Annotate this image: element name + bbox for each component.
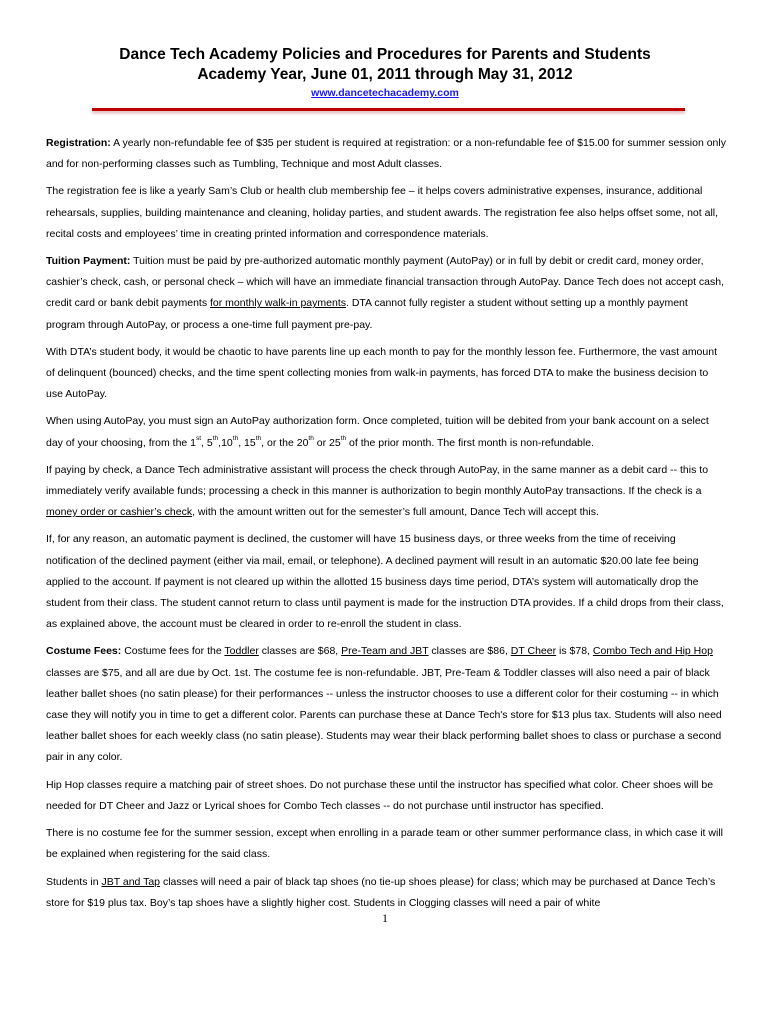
student-body-paragraph: With DTA’s student body, it would be chaotic to have parents line up each month to pay for the monthly lesson fee. Furthermore, the vast amount of delinquent (bounced) checks, and the time spent collecting monies from walk-in payments, has forced DTA to make the business decision to use AutoPay.: [46, 345, 717, 401]
costume-text: Costume fees for the: [121, 645, 225, 658]
costume-text: is $78,: [556, 645, 593, 658]
autopay-text: , 5: [201, 436, 213, 449]
check-text-2: , with the amount written out for the semester’s full amount, Dance Tech will accept this.: [192, 506, 599, 519]
tuition-underline: for monthly walk-in payments: [210, 297, 346, 310]
tuition-paragraph: [46, 251, 726, 336]
tap-class-name: JBT and Tap: [101, 875, 161, 888]
registration-paragraph: [46, 133, 726, 175]
document-body: [46, 133, 726, 920]
header-divider: [92, 108, 685, 111]
website-link[interactable]: www.dancetechacademy.com: [311, 87, 459, 99]
costume-label: Costume Fees:: [46, 645, 122, 658]
autopay-text: , 15: [238, 436, 256, 449]
ordinal-suffix: th: [212, 434, 219, 442]
tuition-label: Tuition Payment:: [46, 255, 131, 268]
autopay-paragraph: [46, 411, 726, 453]
tuition-text-2: . DTA cannot fully register a student without setting up a monthly payment program through AutoPay, or process a one-time full payment pre-pay.: [46, 297, 688, 331]
document-subtitle: Academy Year, June 01, 2011 through May 31, 2012: [197, 66, 573, 83]
declined-payment-paragraph: If, for any reason, an automatic payment is declined, the customer will have 15 business days, or three weeks from the time of receiving notification of the declined payment (either via mail, email, or telephone). A declined payment will result in an automatic $20.00 late fee being applied to the account. If payment is not cleared up within the allotted 15 business days time period, DTA’s system will automatically drop the student from their class. The student cannot return to class until payment is made for the instruction DTA provides. If a child drops from their class, as explained above, the account must be cleared in order to re-enroll the student in class.: [46, 533, 724, 631]
page-number: 1: [382, 911, 388, 925]
tap-paragraph: [46, 872, 726, 914]
costume-class-name: DT Cheer: [510, 645, 557, 658]
autopay-text: , or the 20: [261, 436, 309, 449]
autopay-text: ,10: [218, 436, 233, 449]
check-text-1: If paying by check, a Dance Tech administrative assistant will process the check through AutoPay, in the same manner as a debit card -- this to immediately verify available funds; processing a check in this manner is authorization to begin monthly AutoPay transactions. If the check is a: [46, 463, 709, 498]
autopay-text: When using AutoPay, you must sign an AutoPay authorization form. Once completed, tuition will be debited from your bank account on a select day of your choosing, from the 1: [46, 415, 709, 449]
document-title: Dance Tech Academy Policies and Procedures for Parents and Students: [119, 46, 651, 63]
ordinal-suffix: th: [255, 434, 262, 442]
registration-label: Registration:: [46, 137, 111, 149]
costume-class-name: Toddler: [224, 645, 259, 658]
ordinal-suffix: st: [196, 434, 202, 442]
costume-class-name: Pre-Team and JBT: [341, 645, 429, 658]
autopay-text: of the prior month. The first month is non-refundable.: [346, 436, 594, 449]
costume-text: classes are $68,: [258, 645, 342, 658]
ordinal-suffix: th: [232, 434, 239, 442]
check-underline: money order or cashier’s check: [46, 506, 193, 519]
summer-paragraph: There is no costume fee for the summer session, except when enrolling in a parade team or other summer performance class, in which case it will be explained when registering for the said class.: [46, 827, 723, 861]
tap-text: Students in: [46, 875, 102, 888]
check-paragraph: [46, 460, 726, 524]
costume-text: classes are $75, and all are due by Oct. 1st. The costume fee is non-refundable. JBT, Pre-Team & Toddler classes will also need a pair of black leather ballet shoes (no satin please) for their performances -- unless the instructor chooses to use a different color for their costuming -- in which case they will notify you in time to get a different color. Parents can purchase these at Dance Tech's store for $13 plus tax. Students will also need leather ballet shoes for each weekly class (no satin please). Students may wear their black performing ballet shoes to class or purchase a second pair in any color.: [46, 666, 722, 764]
hip-hop-paragraph: Hip Hop classes require a matching pair of street shoes. Do not purchase these until the instructor has specified what color. Cheer shoes will be needed for DT Cheer and Jazz or Lyrical shoes for Combo Tech classes -- do not purchase until instructor has specified.: [46, 778, 714, 812]
costume-paragraph: [46, 641, 726, 768]
tap-text: classes will need a pair of black tap shoes (no tie-up shoes please) for class; which may be purchased at Dance Tech’s store for $19 plus tax. Boy’s tap shoes have a slightly higher cost. Students in Clogging classes will need a pair of white: [46, 875, 716, 909]
costume-class-name: Combo Tech and Hip Hop: [592, 645, 713, 658]
autopay-text: or 25: [313, 436, 341, 449]
registration-text: A yearly non-refundable fee of $35 per student is required at registration: or a non-refundable fee of $15.00 for summer session only and for non-performing classes such as Tumbling, Technique and most Adult classes.: [46, 137, 726, 171]
costume-text: classes are $86,: [428, 645, 511, 658]
tuition-text-1: Tuition must be paid by pre-authorized automatic monthly payment (AutoPay) or in full by debit or credit card, money order, cashier’s check, cash, or personal check – which will have an immediate financial transaction through AutoPay. Dance Tech does not accept cash, credit card or bank debit payments: [46, 255, 725, 310]
registration-fee-paragraph: The registration fee is like a yearly Sam’s Club or health club membership fee – it helps covers administrative expenses, insurance, additional rehearsals, supplies, building maintenance and cleaning, holiday parties, and student awards. The registration fee also helps offset some, not all, recital costs and employees’ time in creating printed information and correspondence materials.: [46, 185, 719, 240]
document-header: [0, 45, 770, 100]
ordinal-suffix: th: [308, 434, 314, 442]
ordinal-suffix: th: [340, 434, 347, 442]
